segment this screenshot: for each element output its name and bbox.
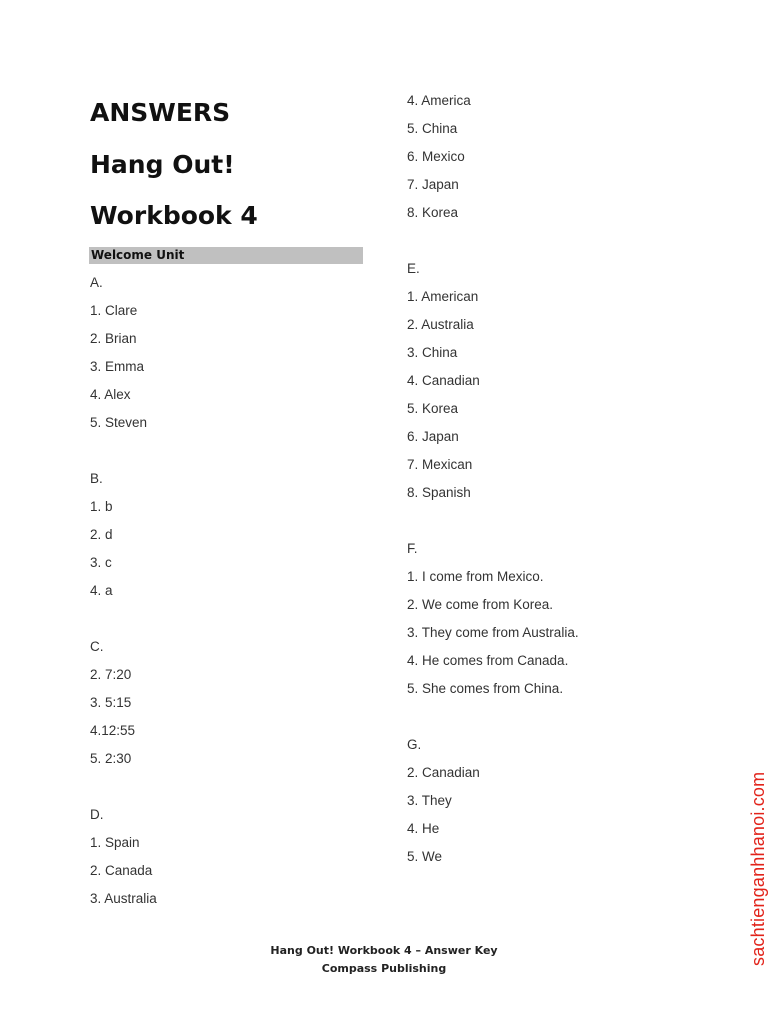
answer-column-right [407, 92, 579, 876]
spacer [90, 610, 157, 638]
spacer [90, 778, 157, 806]
answer-line: 2. d [90, 527, 113, 542]
answer-line: G. [407, 737, 422, 752]
answer-line: 4. Canadian [407, 373, 480, 388]
answer-line: 2. Canadian [407, 765, 480, 780]
answer-line: 4. Alex [90, 387, 131, 402]
answer-line: C. [90, 639, 104, 654]
answer-line: 3. Emma [90, 359, 145, 374]
answer-line: E. [407, 261, 420, 276]
answer-line: 4. a [90, 583, 113, 598]
answer-line: 5. Steven [90, 415, 148, 430]
answer-line: A. [90, 275, 103, 290]
answer-line: 2. 7:20 [90, 667, 132, 682]
answer-line: 7. Mexican [407, 457, 473, 472]
answer-line: 3. 5:15 [90, 695, 132, 710]
doc-title-answers: ANSWERS [90, 98, 231, 127]
answer-line: 1. b [90, 499, 113, 514]
answer-line: 2. Canada [90, 863, 153, 878]
answer-line: 3. China [407, 345, 458, 360]
answer-line: 6. Mexico [407, 149, 465, 164]
spacer [90, 442, 157, 470]
answer-line: 6. Japan [407, 429, 459, 444]
answer-column-left [90, 274, 157, 918]
spacer [407, 232, 579, 260]
answer-line: 5. We [407, 849, 443, 864]
answer-line: 4. He [407, 821, 440, 836]
footer-title: Hang Out! Workbook 4 – Answer Key [270, 944, 498, 957]
answer-line: F. [407, 541, 418, 556]
answer-line: 5. 2:30 [90, 751, 132, 766]
answer-line: 8. Korea [407, 205, 459, 220]
answer-line: 1. Clare [90, 303, 138, 318]
answer-line: 5. China [407, 121, 458, 136]
spacer [407, 512, 579, 540]
answer-line: 1. American [407, 289, 479, 304]
answer-line: 4. He comes from Canada. [407, 653, 569, 668]
answer-line: 2. Australia [407, 317, 474, 332]
doc-title-workbook: Workbook 4 [90, 201, 258, 230]
answer-line: 4. America [407, 93, 471, 108]
spacer [407, 708, 579, 736]
answer-line: 3. c [90, 555, 112, 570]
answer-line: 2. We come from Korea. [407, 597, 554, 612]
answer-line: 4.12:55 [90, 723, 136, 738]
section-heading-welcome-unit: Welcome Unit [89, 247, 363, 264]
answer-line: 8. Spanish [407, 485, 471, 500]
watermark-url: sachtienganhhanoi.com [748, 771, 768, 966]
doc-title-book: Hang Out! [90, 150, 235, 179]
answer-line: 5. Korea [407, 401, 459, 416]
answer-line: B. [90, 471, 103, 486]
answer-line: 3. They come from Australia. [407, 625, 579, 640]
answer-line: 2. Brian [90, 331, 137, 346]
answer-line: 7. Japan [407, 177, 459, 192]
answer-line: 3. They [407, 793, 452, 808]
answer-line: D. [90, 807, 104, 822]
answer-line: 1. Spain [90, 835, 140, 850]
footer-publisher: Compass Publishing [321, 962, 447, 975]
answer-line: 1. I come from Mexico. [407, 569, 544, 584]
answer-line: 3. Australia [90, 891, 157, 906]
answer-line: 5. She comes from China. [407, 681, 564, 696]
